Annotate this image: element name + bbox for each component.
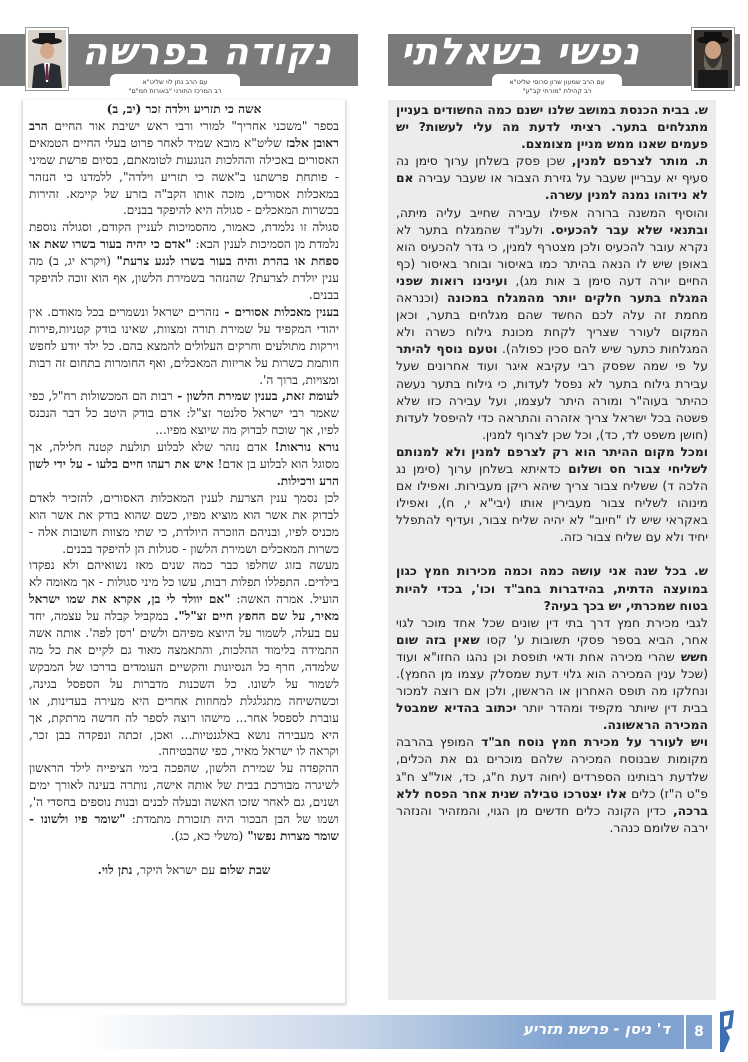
- answer-paragraph: [396, 615, 708, 735]
- bold-text-run: אם לא נידוהו נמנה למנין עשרה.: [396, 171, 708, 203]
- left-column-title: נקודה בפרשה: [81, 30, 332, 73]
- bold-text-run: ועינינו רואות שפני המגלח בתער חלקים יותר מהמגלח במכונה: [396, 273, 708, 306]
- text-run: (וכנראה מחמת זה עלה לכם החשד שהם מגלחים בתער, וכאן המקום לעורר שצריך לקחת מכונת גילוח כשרה ולא המגלחות כתער שיש להם סכין כפולה).: [396, 291, 708, 357]
- text-run: שליט"א מובא שמיד לאחר פרוט בעלי החיים הטמאים האסורים באכילה וההלכות הנוגעות לטומאתם, בסיום פרשת שמיני - פותחת פרשתנו ב"אשה כי תזריע וילדה", ללמדנו כי הנזהר במאכלות אסורים, מזכה אותו הקב"ה בזרע של קיימא. זהירות בכשרות המאכלים - סגולה היא להיפקד בבנים.: [29, 135, 339, 218]
- left-article-heading: אשה כי תזריע וילדה זכר (יב, ב): [106, 102, 262, 116]
- bold-text-run: שאין בזה שום חשש: [396, 632, 708, 664]
- rabbi-portrait-icon: [28, 30, 66, 88]
- article-paragraph: [29, 557, 339, 760]
- text-run: סגולה זו נלמדת, כאמור, מהסמיכות לעניין הקודם, וסגולה נוספת נלמדת מן הסמיכות לענין הבא:: [29, 220, 339, 252]
- bold-text-run: ומכל מקום ההיתר הוא רק לצרפם למנין ולא למנותם לשליחי צבור חס ושלום: [396, 444, 708, 476]
- bold-text-run: ת. מותר לצרפם למנין,: [565, 154, 709, 169]
- text-run: אדם נזהר שלא לבלוע תולעת קטנה חלילה, אך מסוגל הוא לבלוע בן אדם!: [29, 440, 339, 472]
- text-run: שהרי מכירה אחת ודאי תופסת וכן נהגו החזו"א ועוד (שכל ענין המכירה הוא גלוי דעת שמסלק עצמו מן החמץ). ונחלקו מה תופס האחרון או הראשון, ולכן אם רוצה למכור בבית דין שיותר מקפיד ומהדר יותר: [396, 649, 708, 716]
- text-run: (ויקרא יג, ב) מה ענין יולדת לצרעת? שהנזהר בשמירת הלשון, אף הוא זוכה להיפקד בבנים.: [29, 254, 339, 302]
- article-paragraph: [29, 760, 339, 845]
- right-column-title: נפשי בשאלתי: [400, 30, 640, 73]
- text-run: נזהרים ישראל ונשמרים בכל מאודם. אין יהודי המקפיד על שמירת תורה ומצוות, שאינו בודק קטניות,פירות וירקות מתולעים וחרקים העלולים להמצא בהם. כל ילד יודע לחפש חותמת כשרות על אריזות המאכלים, ואף החומרות בתחום זה רבות ומצויות, ברוך ה'.: [29, 304, 339, 387]
- article-paragraph: [29, 490, 339, 558]
- left-byline-line2: רב המרכז התורני "באורות חמ"ם": [128, 86, 222, 95]
- publication-logo-icon: [716, 1008, 738, 1054]
- text-run: (משלי כא, כג).: [170, 828, 244, 843]
- bold-text-run: הרב ראובן אלבז: [29, 118, 339, 150]
- text-run: לכן נסמך ענין הצרעת לענין המאכלות האסורים, להזכיר לאדם לבדוק את אשר הוא מוציא מפיו, כשם שהוא בודק את אשר הוא מכניס לפיו, ובניהם הוזכרה היולדת, כי שתי מצוות חשובות אלה - כשרות המאכלים ושמירת הלשון - סגולות הן להיפקד בבנים.: [29, 490, 339, 556]
- bold-text-run: אלו יצטרכו טבילה שנית אחר הפסח ללא ברכה,: [396, 786, 708, 818]
- bold-text-run: נורא נוראות!: [267, 440, 339, 455]
- rabbi-photo-left: [26, 28, 68, 90]
- spacer: [29, 845, 339, 862]
- rabbi-photo-right: [692, 28, 734, 90]
- text-run: כדין הקונה כלים חדשים מן הגוי, והמזהיר והנזהר ירבה שלומם כנהר.: [396, 803, 708, 835]
- bold-text-run: נתן לוי.: [97, 862, 133, 877]
- left-closing-signature: [29, 862, 339, 879]
- left-article-text: [29, 118, 339, 845]
- bold-text-run: "אדם כי יהיה בעור בשרו שאת או ספחת או בהרת והיה בעור בשרו לנגע צרעת": [29, 237, 339, 269]
- text-run: עם ישראל היקר,: [132, 862, 216, 877]
- article-paragraph: [29, 219, 339, 304]
- right-byline-line1: עם הרב שמעון שרון סרוסי שליט"א: [509, 78, 605, 86]
- text-run: מעשה בזוג שחלפו כבר כמה שנים מאז נשואיהם ולא נפקדו בילדים. התפללו תפלות רבות, עשו כל מיני סגולות - אך מאומה לא הועיל. אמרה האשה:: [29, 558, 339, 607]
- rabbi-portrait-icon: [694, 30, 732, 88]
- footer-parasha-label: ד' ניסן - פרשת תזריע: [522, 1020, 670, 1038]
- left-article: [29, 100, 339, 879]
- text-run: לגבי מכירת חמץ דרך בתי דין שונים שכל אחד מוכר לגוי אחר, הביא בספר פסקי תשובות ע' קסו: [396, 615, 708, 647]
- left-byline: [110, 74, 240, 100]
- text-run: המופץ בהרבה מקומות שבנוסח המכירה שלהם מוכרים גם את הכלים, שלדעת רבותינו הספרדים (יחוה דעת ח"ג, כד, אול"צ ח"ג פ"ט ה"ז) כלים: [396, 735, 708, 801]
- text-run: בספר "משכני אחריך" למורי ורבי ראש ישיבת אור החיים: [47, 118, 339, 133]
- text-run: על פי שמה שפסק רבי עקיבא איגר ועוד אחרונים שעל עבירת גילוח בתער לא נפסל לעדות, כי גילוח בתער נעשה כהיתר בעוה"ר ומורה היתר לעצמו, ועל עבירה כזו שלא פשטה בכל ישראל צריך אזהרה והתראה כדי להיפסל לעדות (חושן משפט לד, כד), וכל שכן לצרוף למנין.: [396, 359, 708, 442]
- bold-text-run: ויש לעורר על מכירת חמץ נוסח חב"ד: [474, 735, 708, 750]
- answer-paragraph: [396, 734, 708, 837]
- bold-text-run: יכתוב בהדיא שמבטל המכירה הראשונה.: [396, 701, 708, 733]
- bold-text-run: איש את רעהו חיים בלעו - על ידי לשון הרע ורכילות.: [29, 457, 339, 488]
- page-number: 8: [684, 1015, 712, 1049]
- text-run: רבות הם המכשולות רח"ל, כפי שאמר רבי ישראל סלנטר זצ"ל: אדם בודק היטב כל דבר הנכנס לפיו, אך שוכח לבדוק מה שיוצא מפיו...: [29, 389, 339, 438]
- bold-text-run: שבת שלום: [215, 862, 271, 877]
- answer-paragraph: [396, 153, 708, 204]
- text-run: והוסיף המשנה ברורה אפילו עבירה שחייב עליה מיתה,: [396, 205, 708, 220]
- bold-text-run: "שומר פיו ולשונו - שומר מצרות נפשו": [29, 812, 339, 843]
- text-run: ולענ"ד שהמגלח בתער לא נקרא עובר להכעיס ולכן מצטרף למנין, כי גדר להכעיס הוא באופן שיש לו הנאה בהיתר כמו באיסור ובוחר באיסור (כף החיים יורה דעה סימן ב אות מג),: [396, 222, 708, 288]
- answer-paragraph: [396, 205, 708, 444]
- text-run: ההקפדה על שמירת הלשון, שהפכה בימי הציפייה לילד הראשון לשיגרה מבורכת בבית של אותה אישה, נותרה בעינה לאורך ימים ושנים, גם לאחר שזכו האשה ובעלה לבנים ובנות נוספים בחסדי ה', ושמו של הבן הבכור היה תזכורת מתמדת:: [29, 761, 339, 827]
- article-paragraph: [29, 118, 339, 219]
- spacer: [396, 546, 708, 563]
- bold-text-run: וטעם נוסף להיתר: [396, 342, 498, 357]
- bold-text-run: "אם יוולד לי בן, אקרא את שמו ישראל מאיר, על שם החפץ חיים זצ"ל".: [29, 592, 339, 624]
- left-body: [22, 100, 346, 1004]
- right-article-text: [396, 100, 708, 837]
- article-paragraph: [29, 388, 339, 439]
- article-paragraph: [29, 304, 339, 389]
- bold-text-run: בענין מאכלות אסורים -: [219, 304, 339, 319]
- right-body: [388, 100, 716, 1000]
- right-byline: [492, 74, 622, 100]
- text-run: שכן פסק בשלחן ערוך סימן נה סעיף יא עבריין שעבר על גזירת הצבור או שעבר עבירה: [396, 154, 708, 186]
- article-paragraph: [29, 439, 339, 490]
- right-byline-line2: רב קהילת "מורתי קב"ע": [522, 86, 592, 95]
- text-run: כדאיתא בשלחן ערוך (סימן נג הלכה ד) ששליח צבור צריך שיהא ריקן מעבירות. ואפילו אם מינוהו לשליח צבור מעבירין אותו (יבי"א י, ח), ואפילו באקראי שיש לו "חיוב" לא יהיה שליח צבור, ועדיף להתפלל יחיד ולא עם שליח צבור כזה.: [396, 461, 708, 545]
- text-run: במקביל קבלה על עצמה, יחד עם בעלה, לשמור על היוצא מפיהם ולשים 'רסן לפה'. אותה אשה התמידה בלימוד ההלכות, והתאמצה מאוד גם לקיים את כל מה שלמדה, חרף כל הנסיונות והקשיים העומדים בדרכו של המבקש לשמור על לשונו. כל השכנות מדברות על הספסל בגינה, וכשהשיחה מתגלגלת למחוזות אחרים היא מעירה בעדינות, או עוברת לספסל אחר... מישהו רוצה לספר לה חדשה מרתקת, אך היא מעבירה נושא באלגנטיות... ואכן, זכתה ונפקדה בבן זכר, וקראה לו ישראל מאיר, כפי שהבטיחה.: [29, 609, 339, 759]
- answer-paragraph: [396, 444, 708, 547]
- bold-text-run: לעומת זאת, בענין שמירת הלשון -: [172, 389, 339, 404]
- question-paragraph: ש. בבית הכנסת במושב שלנו ישנם כמה החשודים בעניין מתגלחים בתער. רציתי לדעת מה עלי לעשות? יש פעמים שאנו ממש מניין מצומצם.: [396, 103, 708, 152]
- left-byline-line1: עם הרב נתן לוי שליט"א: [142, 78, 208, 86]
- bold-text-run: ובתנאי שלא עבר להכעיס.: [543, 222, 708, 237]
- question-paragraph: ש. בכל שנה אני עושה כמה וכמה מכירות חמץ כגון במועצה הדתית, בהידברות בחב"ד וכו', בכדי להיות בטוח שמכרתי, יש בכך בעיה?: [396, 564, 708, 613]
